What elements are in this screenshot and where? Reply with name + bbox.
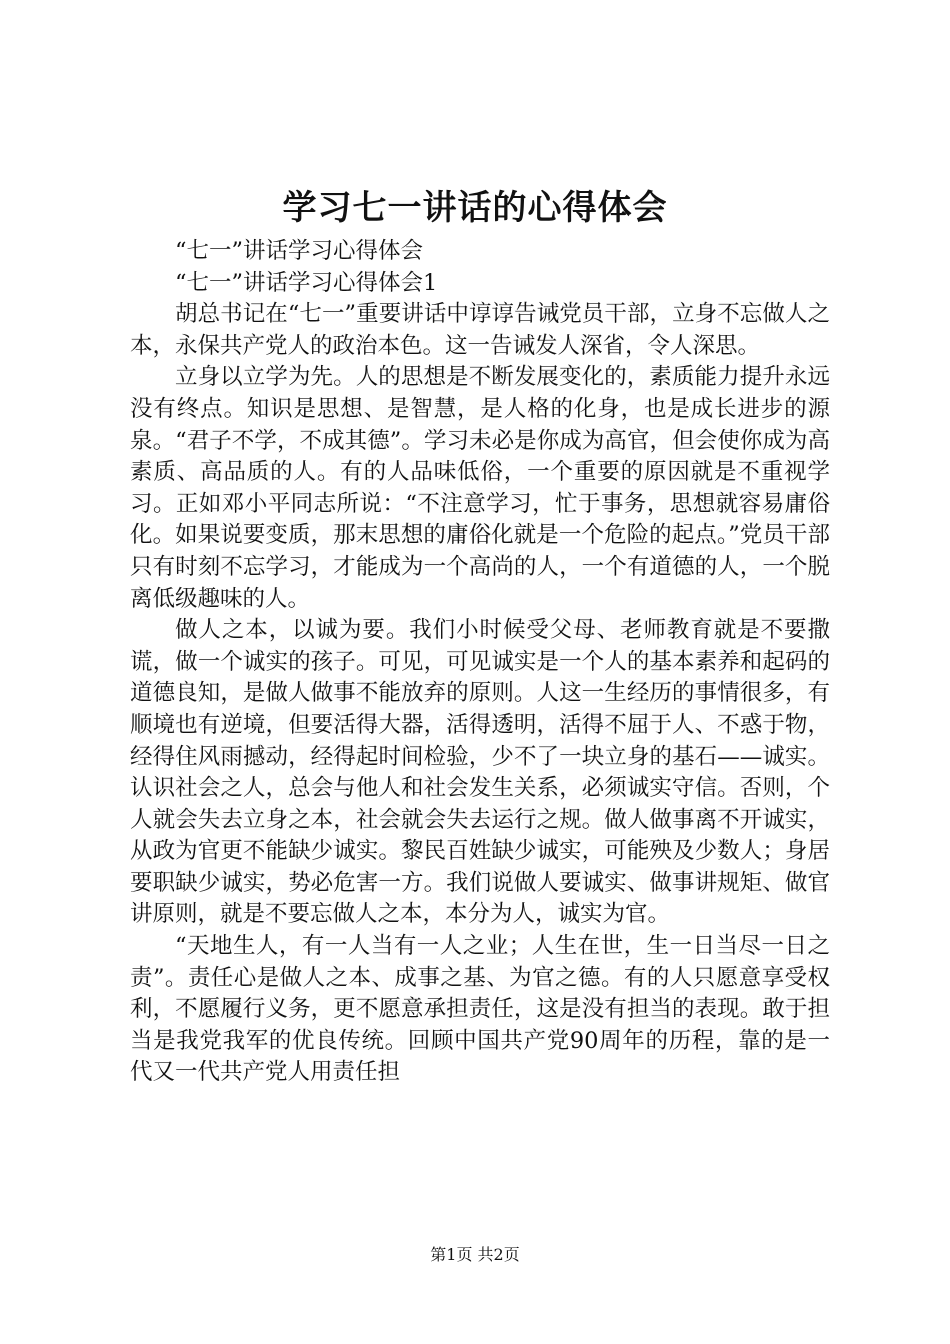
document-body (130, 236, 830, 1089)
page-footer (0, 1243, 950, 1267)
document-title: 学习七一讲话的心得体会 (282, 188, 668, 228)
page-number: 第1页 共2页 (430, 1245, 520, 1264)
subtitle: “七一”讲话学习心得体会 (175, 238, 424, 264)
section-heading: “七一”讲话学习心得体会1 (175, 269, 438, 296)
paragraph: 胡总书记在“七一”重要讲话中谆谆告诫党员干部，立身不忘做人之本，永保共产党人的政治本色。这一告诫发人深省，令人深思。 (130, 301, 830, 359)
paragraph: “天地生人，有一人当有一人之业；人生在世，生一日当尽一日之责”。责任心是做人之本、成事之基、为官之德。有的人只愿意享受权利，不愿履行义务，更不愿意承担责任，这是没有担当的表现。敢于担当是我党我军的优良传统。回顾中国共产党90周年的历程，靠的是一代又一代共产党人用责任担 (130, 933, 830, 1086)
paragraph: 立身以立学为先。人的思想是不断发展变化的，素质能力提升永远没有终点。知识是思想、是智慧，是人格的化身，也是成长进步的源泉。“君子不学，不成其德”。学习未必是你成为高官，但会使你成为高素质、高品质的人。有的人品味低俗，一个重要的原因就是不重视学习。正如邓小平同志所说：“不注意学习，忙于事务，思想就容易庸俗化。如果说要变质，那末思想的庸俗化就是一个危险的起点。”党员干部只有时刻不忘学习，才能成为一个高尚的人，一个有道德的人，一个脱离低级趣味的人。 (130, 364, 830, 612)
paragraph: 做人之本，以诚为要。我们小时候受父母、老师教育就是不要撒谎，做一个诚实的孩子。可见，可见诚实是一个人的基本素养和起码的道德良知，是做人做事不能放弃的原则。人这一生经历的事情很多，有顺境也有逆境，但要活得大器，活得透明，活得不屈于人、不惑于物，经得住风雨撼动，经得起时间检验，少不了一块立身的基石——诚实。认识社会之人，总会与他人和社会发生关系，必须诚实守信。否则，个人就会失去立身之本，社会就会失去运行之规。做人做事离不开诚实，从政为官更不能缺少诚实。黎民百姓缺少诚实，可能殃及少数人；身居要职缺少诚实，势必危害一方。我们说做人要诚实、做事讲规矩、做官讲原则，就是不要忘做人之本，本分为人，诚实为官。 (130, 617, 830, 928)
